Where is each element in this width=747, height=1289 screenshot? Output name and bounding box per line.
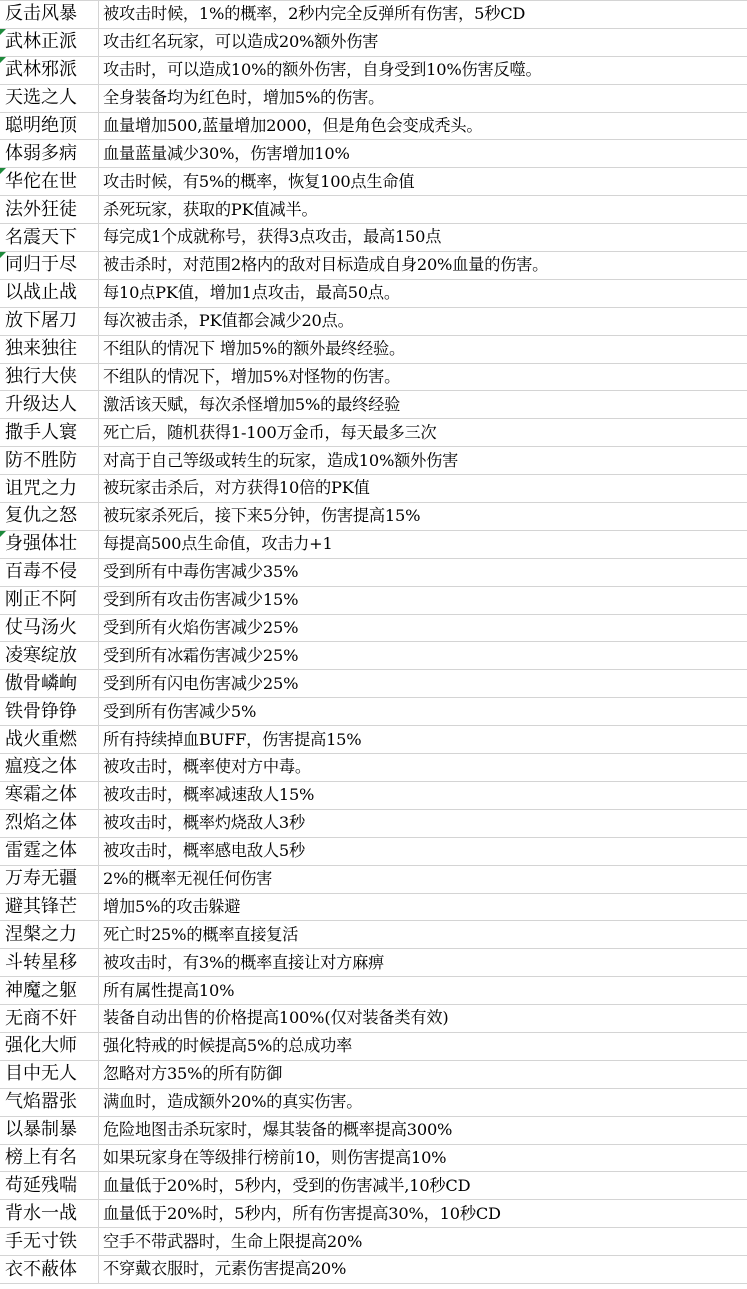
talent-name-cell[interactable] [0,866,99,893]
talent-description: 死亡时25%的概率直接复活 [103,924,299,944]
talent-description: 所有持续掉血BUFF，伤害提高15% [103,729,362,749]
table-row [0,364,747,392]
talent-description: 血量低于20%时，5秒内，受到的伤害减半,10秒CD [103,1175,471,1195]
table-row [0,57,747,85]
talent-desc-cell[interactable] [99,1061,747,1088]
talent-description: 每提高500点生命值，攻击力+1 [103,534,333,554]
talent-desc-cell[interactable] [99,559,747,586]
talent-name: 烈焰之体 [5,812,77,834]
talent-desc-cell[interactable] [99,1145,747,1172]
table-row [0,447,747,475]
talent-name: 神魔之躯 [5,979,77,1001]
talent-description: 受到所有闪电伤害减少25% [103,673,299,693]
talent-description: 增加5%的攻击躲避 [103,896,241,916]
table-row [0,754,747,782]
talent-name: 斗转星移 [5,951,77,973]
talent-desc-cell[interactable] [99,503,747,530]
talent-name: 瘟疫之体 [5,756,77,778]
talent-name: 放下屠刀 [5,310,77,332]
talent-name-cell[interactable] [0,1117,99,1144]
talent-name: 目中无人 [5,1063,77,1085]
table-row [0,698,747,726]
table-row [0,670,747,698]
talent-desc-cell[interactable] [99,419,747,446]
talent-desc-cell[interactable] [99,1005,747,1032]
talent-name-cell[interactable] [0,642,99,669]
talent-name-cell[interactable] [0,252,99,279]
table-row [0,866,747,894]
talent-desc-cell[interactable] [99,977,747,1004]
talent-description: 全身装备均为红色时，增加5%的伤害。 [103,88,385,108]
table-row [0,252,747,280]
talent-name-cell[interactable] [0,1089,99,1116]
talent-description: 攻击红名玩家，可以造成20%额外伤害 [103,32,379,52]
talent-name-cell[interactable] [0,1228,99,1255]
talent-name-cell[interactable] [0,503,99,530]
talent-name: 升级达人 [5,393,77,415]
talent-description: 空手不带武器时，生命上限提高20% [103,1231,363,1251]
table-row [0,894,747,922]
talent-desc-cell[interactable] [99,252,747,279]
talent-description: 被击杀时，对范围2格内的敌对目标造成自身20%血量的伤害。 [103,255,549,275]
talent-name-cell[interactable] [0,531,99,558]
talent-description: 忽略对方35%的所有防御 [103,1064,283,1084]
talent-name: 万寿无疆 [5,868,77,890]
talent-name-cell[interactable] [0,698,99,725]
talent-name: 战火重燃 [5,728,77,750]
talent-name: 撒手人寰 [5,421,77,443]
comment-marker-icon [0,29,6,35]
talent-desc-cell[interactable] [99,475,747,502]
talent-name-cell[interactable] [0,587,99,614]
table-row [0,642,747,670]
talent-description: 被攻击时，概率减速敌人15% [103,785,315,805]
talent-description: 被攻击时，概率使对方中毒。 [103,757,311,777]
table-row [0,1200,747,1228]
talent-name-cell[interactable] [0,364,99,391]
talent-description: 危险地图击杀玩家时，爆其装备的概率提高300% [103,1119,453,1139]
table-row [0,224,747,252]
comment-marker-icon [0,252,6,258]
talent-desc-cell[interactable] [99,224,747,251]
table-row [0,475,747,503]
talent-name-cell[interactable] [0,754,99,781]
talent-desc-cell[interactable] [99,1200,747,1227]
talent-description: 每10点PK值，增加1点攻击，最高50点。 [103,283,400,303]
talent-description: 每次被击杀，PK值都会减少20点。 [103,311,354,331]
talent-name-cell[interactable] [0,475,99,502]
talent-description: 不组队的情况下 增加5%的额外最终经验。 [103,339,406,359]
talent-description: 血量蓝量减少30%，伤害增加10% [103,143,350,163]
talent-name: 强化大师 [5,1035,77,1057]
table-row [0,85,747,113]
table-row [0,140,747,168]
talent-name: 身强体壮 [5,533,77,555]
table-row [0,531,747,559]
talent-name: 法外狂徒 [5,198,77,220]
talent-description: 受到所有伤害减少5% [103,701,257,721]
talent-name-cell[interactable] [0,1172,99,1199]
talent-desc-cell[interactable] [99,1256,747,1283]
table-row [0,196,747,224]
talent-description: 死亡后，随机获得1-100万金币，每天最多三次 [103,422,437,442]
talent-desc-cell[interactable] [99,894,747,921]
table-row [0,280,747,308]
talent-desc-cell[interactable] [99,670,747,697]
table-row [0,503,747,531]
comment-marker-icon [0,531,6,537]
talent-desc-cell[interactable] [99,57,747,84]
talent-name-cell[interactable] [0,1145,99,1172]
table-row [0,977,747,1005]
table-row [0,113,747,141]
talent-desc-cell[interactable] [99,447,747,474]
talent-description: 被攻击时，概率灼烧敌人3秒 [103,813,305,833]
talent-description: 激活该天赋，每次杀怪增加5%的最终经验 [103,394,401,414]
talent-description: 装备自动出售的价格提高100%(仅对装备类有效) [103,1008,449,1028]
talent-name-cell[interactable] [0,140,99,167]
talent-name: 衣不蔽体 [5,1258,77,1280]
talent-description: 杀死玩家，获取的PK值减半。 [103,199,318,219]
talent-description: 攻击时，可以造成10%的额外伤害，自身受到10%伤害反噬。 [103,60,542,80]
talent-name: 仗马汤火 [5,617,77,639]
talent-name: 聪明绝顶 [5,115,77,136]
talent-name: 天选之人 [5,87,77,109]
table-row [0,587,747,615]
table-row [0,810,747,838]
talent-name: 以暴制暴 [5,1119,77,1141]
talent-desc-cell[interactable] [99,1,747,28]
talent-description: 受到所有火焰伤害减少25% [103,617,299,637]
talent-description: 所有属性提高10% [103,980,235,1000]
talent-name: 诅咒之力 [5,477,77,499]
talent-name-cell[interactable] [0,726,99,753]
table-row [0,615,747,643]
talent-desc-cell[interactable] [99,113,747,140]
talent-name-cell[interactable] [0,559,99,586]
talent-name: 百毒不侵 [5,561,77,583]
talent-description: 被玩家击杀后，对方获得10倍的PK值 [103,478,370,498]
table-row [0,419,747,447]
talent-name-cell[interactable] [0,336,99,363]
table-row [0,391,747,419]
talent-description: 攻击时候，有5%的概率，恢复100点生命值 [103,171,415,191]
talent-desc-cell[interactable] [99,1033,747,1060]
talent-desc-cell[interactable] [99,921,747,948]
table-row [0,1228,747,1256]
talent-name: 背水一战 [5,1202,77,1224]
talent-name: 以战止战 [5,282,77,304]
talent-desc-cell[interactable] [99,140,747,167]
talent-desc-cell[interactable] [99,615,747,642]
comment-marker-icon [0,57,6,63]
table-row [0,921,747,949]
talent-description: 受到所有攻击伤害减少15% [103,590,299,610]
talent-desc-cell[interactable] [99,308,747,335]
talent-description: 被攻击时，有3%的概率直接让对方麻痹 [103,952,385,972]
table-row [0,1172,747,1200]
talent-description: 每完成1个成就称号，获得3点攻击，最高150点 [103,227,442,247]
table-row [0,838,747,866]
comment-marker-icon [0,168,6,174]
talent-name: 独行大侠 [5,366,77,388]
talent-desc-cell[interactable] [99,838,747,865]
talent-desc-cell[interactable] [99,85,747,112]
talent-desc-cell[interactable] [99,196,747,223]
talent-name: 气焰嚣张 [5,1091,77,1113]
talent-desc-cell[interactable] [99,168,747,195]
talent-desc-cell[interactable] [99,949,747,976]
talent-name-cell[interactable] [0,1256,99,1283]
talent-description: 血量低于20%时，5秒内，所有伤害提高30%，10秒CD [103,1203,501,1223]
table-row [0,1089,747,1117]
talent-description: 受到所有冰霜伤害减少25% [103,645,299,665]
table-row [0,1145,747,1173]
talent-desc-cell[interactable] [99,866,747,893]
talent-desc-cell[interactable] [99,1228,747,1255]
talent-name: 凌寒绽放 [5,644,77,666]
talent-name: 体弱多病 [5,142,77,164]
talent-name: 武林正派 [5,31,77,53]
talent-name-cell[interactable] [0,838,99,865]
talent-name-cell[interactable] [0,113,99,140]
talent-name: 雷霆之体 [5,840,77,862]
talent-name: 手无寸铁 [5,1230,77,1252]
table-row [0,1061,747,1089]
table-row [0,1,747,29]
talent-name: 铁骨铮铮 [5,700,77,722]
table-row [0,1117,747,1145]
table-row [0,336,747,364]
table-row [0,726,747,754]
table-row [0,1256,747,1284]
talent-description: 满血时，造成额外20%的真实伤害。 [103,1092,363,1112]
talent-name-cell[interactable] [0,1061,99,1088]
talent-name-cell[interactable] [0,810,99,837]
talent-desc-cell[interactable] [99,391,747,418]
talent-desc-cell[interactable] [99,754,747,781]
talent-description: 受到所有中毒伤害减少35% [103,562,299,582]
talent-name: 名震天下 [5,226,77,248]
talent-description: 被攻击时候，1%的概率，2秒内完全反弹所有伤害，5秒CD [103,4,526,24]
talent-name-cell[interactable] [0,894,99,921]
table-row [0,168,747,196]
talent-name: 寒霜之体 [5,784,77,806]
talent-name: 反击风暴 [5,3,77,25]
talent-desc-cell[interactable] [99,810,747,837]
talent-name-cell[interactable] [0,949,99,976]
talent-description: 强化特戒的时候提高5%的总成功率 [103,1036,353,1056]
talent-name-cell[interactable] [0,308,99,335]
talent-description: 不穿戴衣服时，元素伤害提高20% [103,1259,347,1279]
talent-description: 对高于自己等级或转生的玩家，造成10%额外伤害 [103,450,459,470]
talent-name-cell[interactable] [0,280,99,307]
talent-name-cell[interactable] [0,615,99,642]
talent-description: 被攻击时，概率感电敌人5秒 [103,841,305,861]
talent-name: 复仇之怒 [5,505,77,527]
talent-name-cell[interactable] [0,224,99,251]
talent-desc-cell[interactable] [99,1089,747,1116]
talent-name-cell[interactable] [0,391,99,418]
talent-description: 血量增加500,蓝量增加2000，但是角色会变成秃头。 [103,115,483,135]
talent-name: 华佗在世 [5,170,77,192]
table-row [0,1033,747,1061]
talent-name: 防不胜防 [5,449,77,471]
talent-description: 被玩家杀死后，接下来5分钟，伤害提高15% [103,506,421,526]
talent-name: 无商不奸 [5,1007,77,1029]
talent-name-cell[interactable] [0,1200,99,1227]
talent-desc-cell[interactable] [99,364,747,391]
talent-name-cell[interactable] [0,670,99,697]
talent-name-cell[interactable] [0,921,99,948]
talent-name: 避其锋芒 [5,895,77,917]
talent-name: 刚正不阿 [5,589,77,611]
table-row [0,949,747,977]
talent-name-cell[interactable] [0,29,99,56]
talent-description: 不组队的情况下，增加5%对怪物的伤害。 [103,366,401,386]
talent-desc-cell[interactable] [99,726,747,753]
talent-name-cell[interactable] [0,1,99,28]
talent-name-cell[interactable] [0,977,99,1004]
talent-name-cell[interactable] [0,1005,99,1032]
talent-description: 2%的概率无视任何伤害 [103,868,273,888]
talent-name: 涅槃之力 [5,923,77,945]
talent-name-cell[interactable] [0,85,99,112]
talent-desc-cell[interactable] [99,587,747,614]
talent-name: 苟延残喘 [5,1174,77,1196]
talent-desc-cell[interactable] [99,531,747,558]
talent-name-cell[interactable] [0,1033,99,1060]
talent-desc-cell[interactable] [99,1117,747,1144]
talent-name-cell[interactable] [0,57,99,84]
talent-description: 如果玩家身在等级排行榜前10，则伤害提高10% [103,1147,447,1167]
talent-desc-cell[interactable] [99,782,747,809]
talent-name-cell[interactable] [0,168,99,195]
talent-name-cell[interactable] [0,196,99,223]
talent-name: 武林邪派 [5,59,77,81]
talent-name: 傲骨嶙峋 [5,672,77,694]
table-row [0,559,747,587]
talent-name-cell[interactable] [0,782,99,809]
talent-desc-cell[interactable] [99,336,747,363]
table-row [0,308,747,336]
talent-name-cell[interactable] [0,447,99,474]
table-row [0,782,747,810]
talent-name: 榜上有名 [5,1146,77,1168]
talent-name: 独来独往 [5,338,77,360]
table-row [0,29,747,57]
talent-desc-cell[interactable] [99,29,747,56]
talent-name-cell[interactable] [0,419,99,446]
talent-desc-cell[interactable] [99,280,747,307]
talent-desc-cell[interactable] [99,698,747,725]
talent-name: 同归于尽 [5,254,77,276]
talent-desc-cell[interactable] [99,642,747,669]
talent-desc-cell[interactable] [99,1172,747,1199]
table-row [0,1005,747,1033]
